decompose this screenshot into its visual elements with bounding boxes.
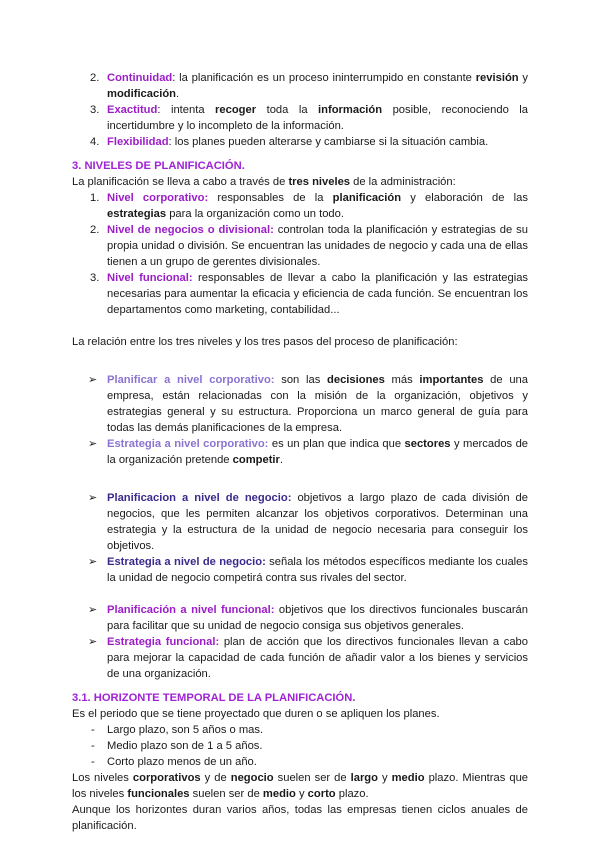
paragraph: Aunque los horizontes duran varios años, todas las empresas tienen ciclos anuales de planificación. xyxy=(72,804,528,832)
list-item: ➢ Planificación a nivel funcional: objetivos que los directivos funcionales buscarán para facilitar que su unidad de negocio consiga sus objetivos generales. xyxy=(88,604,528,632)
list-item: 2. Nivel de negocios o divisional: controlan toda la planificación y estrategias de su propia unidad o división. Se encuentran las unidades de negocio y cada una de ellas tienen a un grupo de gerentes divisionales. xyxy=(90,224,528,268)
list-item: ➢ Planificacion a nivel de negocio: objetivos a largo plazo de cada división de negocios, que les permiten alcanzar los objetivos corporativos. Determinan una estrategia y la estructura de la unidad de negocio necesaria para conseguir los objetivos. xyxy=(88,492,529,552)
list-item: 2. Continuidad: la planificación es un proceso ininterrumpido en constante revisión y modificación. xyxy=(90,72,528,100)
document-page xyxy=(72,70,528,834)
horizon-list xyxy=(72,722,528,770)
list-item: 3. Exactitud: intenta recoger toda la información posible, reconociendo la incertidumbre y lo incompleto de la información. xyxy=(90,104,528,132)
dash-bullet-icon: - xyxy=(91,756,95,768)
list-item: 1. Nivel corporativo: responsables de la planificación y elaboración de las estrategias para la organización como un todo. xyxy=(90,192,528,220)
paragraph: Los niveles corporativos y de negocio suelen ser de largo y medio plazo. Mientras que los niveles funcionales suelen ser de medio y corto plazo. xyxy=(72,772,529,800)
list-item: - Medio plazo son de 1 a 5 años. xyxy=(91,740,263,752)
dash-bullet-icon: - xyxy=(91,724,95,736)
arrow-bullet-icon: ➢ xyxy=(88,374,98,386)
list-item: ➢ Estrategia funcional: plan de acción que los directivos funcionales llevan a cabo para mejorar la capacidad de cada función de añadir valor a los bienes y servicios de una organización. xyxy=(88,636,529,680)
functional-group xyxy=(72,602,528,682)
arrow-bullet-icon: ➢ xyxy=(88,636,98,648)
list-item: - Largo plazo, son 5 años o mas. xyxy=(91,724,264,736)
arrow-bullet-icon: ➢ xyxy=(88,604,98,616)
subsection-intro: Es el periodo que se tiene proyectado que duren o se apliquen los planes. xyxy=(72,708,440,720)
dash-bullet-icon: - xyxy=(91,740,95,752)
section-heading: 3. NIVELES DE PLANIFICACIÓN. xyxy=(72,160,245,172)
principles-list xyxy=(72,70,528,150)
business-group xyxy=(72,490,528,586)
arrow-bullet-icon: ➢ xyxy=(88,556,98,568)
subsection-heading: 3.1. HORIZONTE TEMPORAL DE LA PLANIFICACIÓN. xyxy=(72,692,356,704)
list-item: ➢ Estrategia a nivel corporativo: es un plan que indica que sectores y mercados de la organización pretende competir. xyxy=(88,438,529,466)
list-item: 4. Flexibilidad: los planes pueden alterarse y cambiarse si la situación cambia. xyxy=(90,136,489,148)
list-item: - Corto plazo menos de un año. xyxy=(91,756,257,768)
list-item: 3. Nivel funcional: responsables de llevar a cabo la planificación y las estrategias necesarias para aumentar la eficacia y eficiencia de cada función. Se encuentran los departamentos como marketing, contabilidad... xyxy=(90,272,529,316)
list-item: ➢ Planificar a nivel corporativo: son las decisiones más importantes de una empresa, están relacionadas con la misión de la organización, objetivos y estrategias general y su estructura. Proporciona un marco general de guía para todas las demás planificaciones de la empresa. xyxy=(88,374,528,434)
section-intro: La planificación se lleva a cabo a través de tres niveles de la administración: xyxy=(72,176,456,188)
corporate-group xyxy=(72,372,528,468)
arrow-bullet-icon: ➢ xyxy=(88,492,98,504)
levels-list xyxy=(72,190,528,318)
list-item: ➢ Estrategia a nivel de negocio: señala los métodos específicos mediante los cuales la unidad de negocio competirá contra sus rivales del sector. xyxy=(88,556,528,584)
relation-text: La relación entre los tres niveles y los tres pasos del proceso de planificación: xyxy=(72,336,458,348)
arrow-bullet-icon: ➢ xyxy=(88,438,98,450)
